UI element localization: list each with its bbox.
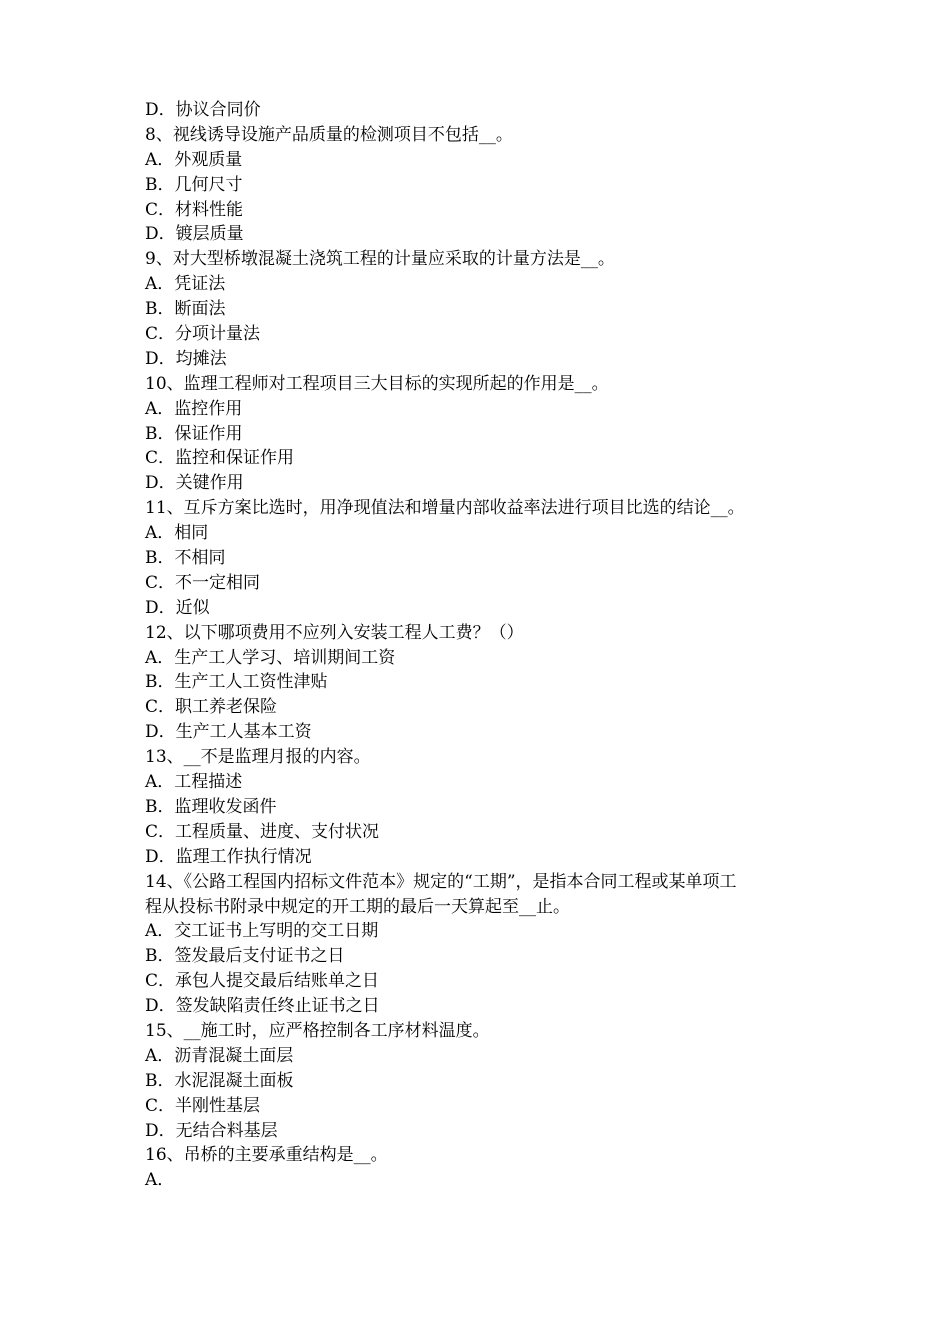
document-page — [145, 98, 825, 1193]
question-15: 15、__施工时，应严格控制各工序材料温度。 — [145, 1020, 490, 1041]
option-c-q15: C．半刚性基层 — [145, 1095, 261, 1116]
option-a-q12: A．生产工人学习、培训期间工资 — [145, 647, 396, 668]
option-d-q14: D．签发缺陷责任终止证书之日 — [145, 996, 380, 1017]
option-c-q14: C．承包人提交最后结账单之日 — [145, 971, 380, 992]
option-b-q13: B．监理收发函件 — [145, 796, 277, 817]
option-d-q7: D．协议合同价 — [145, 100, 261, 120]
option-a-q8: A．外观质量 — [145, 149, 243, 170]
question-14-line-1: 14、《公路工程国内招标文件范本》规定的“工期”，是指本合同工程或某单项工 — [145, 871, 737, 892]
option-b-q15: B．水泥混凝土面板 — [145, 1070, 294, 1091]
option-c-q8: C．材料性能 — [145, 199, 244, 220]
question-12: 12、以下哪项费用不应列入安装工程人工费？（） — [145, 622, 524, 643]
option-b-q9: B．断面法 — [145, 299, 226, 320]
option-c-q12: C．职工养老保险 — [145, 697, 278, 718]
question-13: 13、__不是监理月报的内容。 — [145, 747, 371, 768]
option-c-q13: C．工程质量、进度、支付状况 — [145, 821, 380, 842]
option-a-q11: A．相同 — [145, 523, 209, 544]
option-b-q11: B．不相同 — [145, 548, 226, 569]
question-14-line-2: 程从投标书附录中规定的开工期的最后一天算起至__止。 — [145, 896, 570, 917]
option-a-q16: A． — [145, 1170, 175, 1191]
option-b-q8: B．几何尺寸 — [145, 174, 243, 195]
option-d-q8: D．镀层质量 — [145, 224, 244, 245]
option-b-q10: B．保证作用 — [145, 423, 243, 444]
option-d-q10: D．关键作用 — [145, 473, 244, 494]
question-8: 8、视线诱导设施产品质量的检测项目不包括__。 — [145, 124, 513, 145]
option-d-q11: D．近似 — [145, 597, 210, 618]
option-c-q9: C．分项计量法 — [145, 324, 261, 345]
option-d-q15: D．无结合料基层 — [145, 1120, 278, 1141]
option-a-q14: A．交工证书上写明的交工日期 — [145, 921, 379, 942]
question-16: 16、吊桥的主要承重结构是__。 — [145, 1145, 388, 1166]
option-b-q12: B．生产工人工资性津贴 — [145, 672, 328, 693]
option-d-q9: D．均摊法 — [145, 348, 227, 369]
option-a-q9: A．凭证法 — [145, 274, 226, 295]
option-a-q10: A．监控作用 — [145, 398, 243, 419]
option-c-q10: C．监控和保证作用 — [145, 448, 295, 469]
option-a-q13: A．工程描述 — [145, 772, 243, 793]
question-9: 9、对大型桥墩混凝土浇筑工程的计量应采取的计量方法是__。 — [145, 249, 615, 270]
option-a-q15: A．沥青混凝土面层 — [145, 1045, 294, 1066]
question-10: 10、监理工程师对工程项目三大目标的实现所起的作用是__。 — [145, 373, 609, 394]
question-11: 11、互斥方案比选时，用净现值法和增量内部收益率法进行项目比选的结论__。 — [145, 498, 745, 519]
option-d-q12: D．生产工人基本工资 — [145, 722, 312, 743]
option-c-q11: C．不一定相同 — [145, 572, 261, 593]
option-b-q14: B．签发最后支付证书之日 — [145, 946, 345, 967]
option-d-q13: D．监理工作执行情况 — [145, 846, 312, 867]
